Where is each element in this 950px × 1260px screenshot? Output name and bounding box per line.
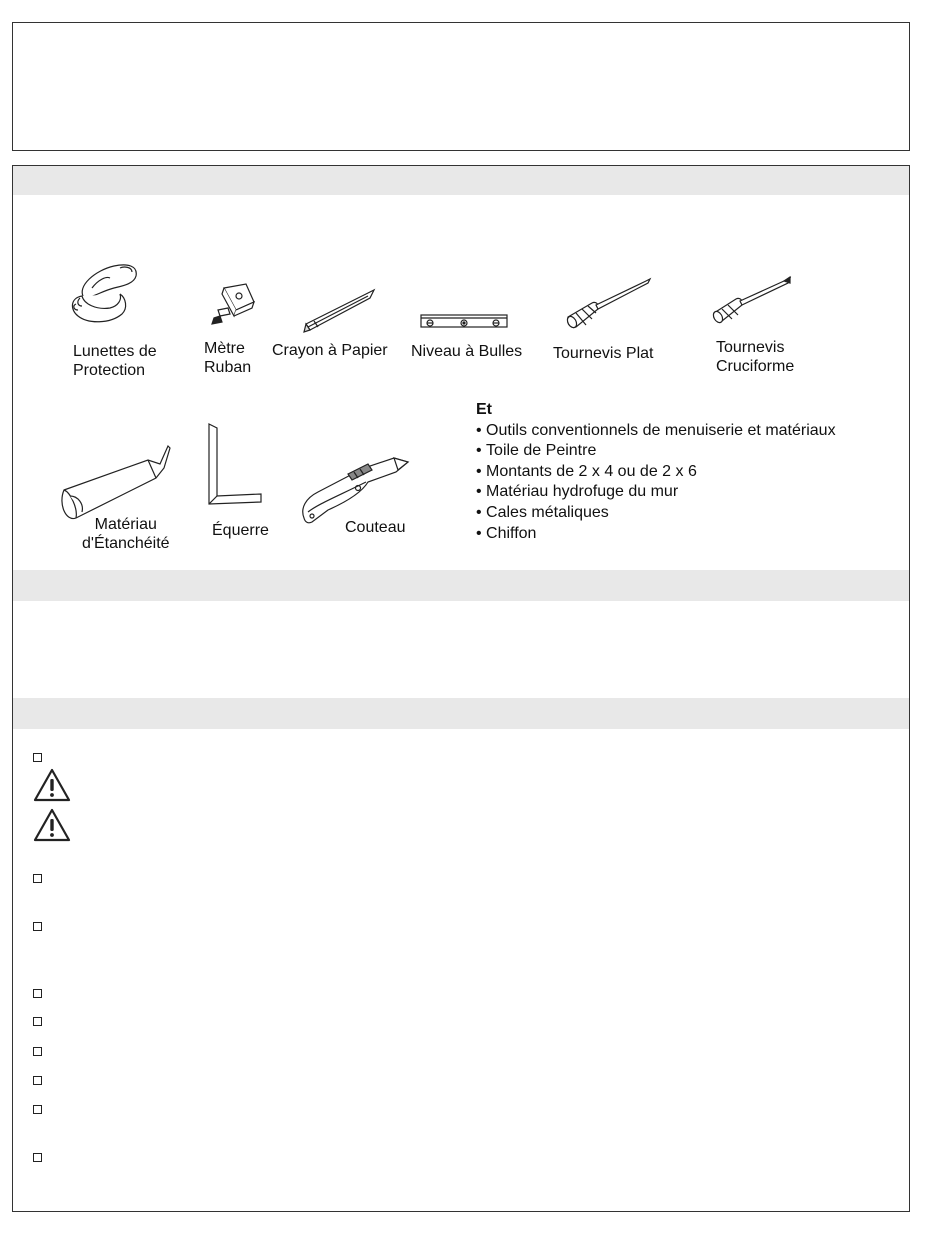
pencil-icon — [300, 286, 380, 334]
label-flat-screwdriver: Tournevis Plat — [553, 345, 654, 362]
checkbox-icon[interactable] — [33, 874, 42, 883]
checkbox-icon[interactable] — [33, 753, 42, 762]
label-tape-measure: Mètre Ruban — [204, 340, 252, 376]
list-item: • Chiffon — [476, 524, 836, 545]
section-band-tools — [13, 166, 909, 195]
utility-knife-icon — [298, 452, 416, 528]
label-safety-glasses: Lunettes de Protection — [73, 343, 157, 379]
checkbox-icon[interactable] — [33, 1105, 42, 1114]
additional-materials — [476, 400, 836, 544]
safety-glasses-icon — [62, 258, 142, 330]
bubble-level-icon — [420, 314, 510, 330]
list-item: • Toile de Peintre — [476, 441, 836, 462]
warning-triangle-icon — [32, 767, 72, 803]
additional-heading: Et — [476, 401, 492, 418]
label-caulk: Matériau d'Étanchéité — [82, 516, 170, 552]
checkbox-icon[interactable] — [33, 922, 42, 931]
phillips-screwdriver-icon — [710, 275, 800, 327]
section-band-2 — [13, 570, 909, 601]
checkbox-icon[interactable] — [33, 989, 42, 998]
list-item: • Montants de 2 x 4 ou de 2 x 6 — [476, 462, 836, 483]
label-phillips-screwdriver: Tournevis Cruciforme — [716, 339, 795, 375]
label-square: Équerre — [212, 522, 269, 539]
checkbox-icon[interactable] — [33, 1017, 42, 1026]
tape-measure-icon — [206, 282, 258, 330]
section-band-3 — [13, 698, 909, 729]
checkbox-icon[interactable] — [33, 1076, 42, 1085]
header-box — [12, 22, 910, 151]
carpenter-square-icon — [205, 422, 265, 512]
checkbox-icon[interactable] — [33, 1047, 42, 1056]
label-knife: Couteau — [345, 519, 406, 536]
label-pencil: Crayon à Papier — [272, 342, 388, 359]
list-item: • Outils conventionnels de menuiserie et matériaux — [476, 421, 836, 442]
flat-screwdriver-icon — [562, 275, 662, 333]
additional-list — [476, 421, 836, 545]
caulk-tube-icon — [56, 442, 176, 524]
label-bubble-level: Niveau à Bulles — [411, 343, 523, 360]
list-item: • Matériau hydrofuge du mur — [476, 482, 836, 503]
warning-triangle-icon — [32, 807, 72, 843]
checkbox-icon[interactable] — [33, 1153, 42, 1162]
list-item: • Cales métaliques — [476, 503, 836, 524]
